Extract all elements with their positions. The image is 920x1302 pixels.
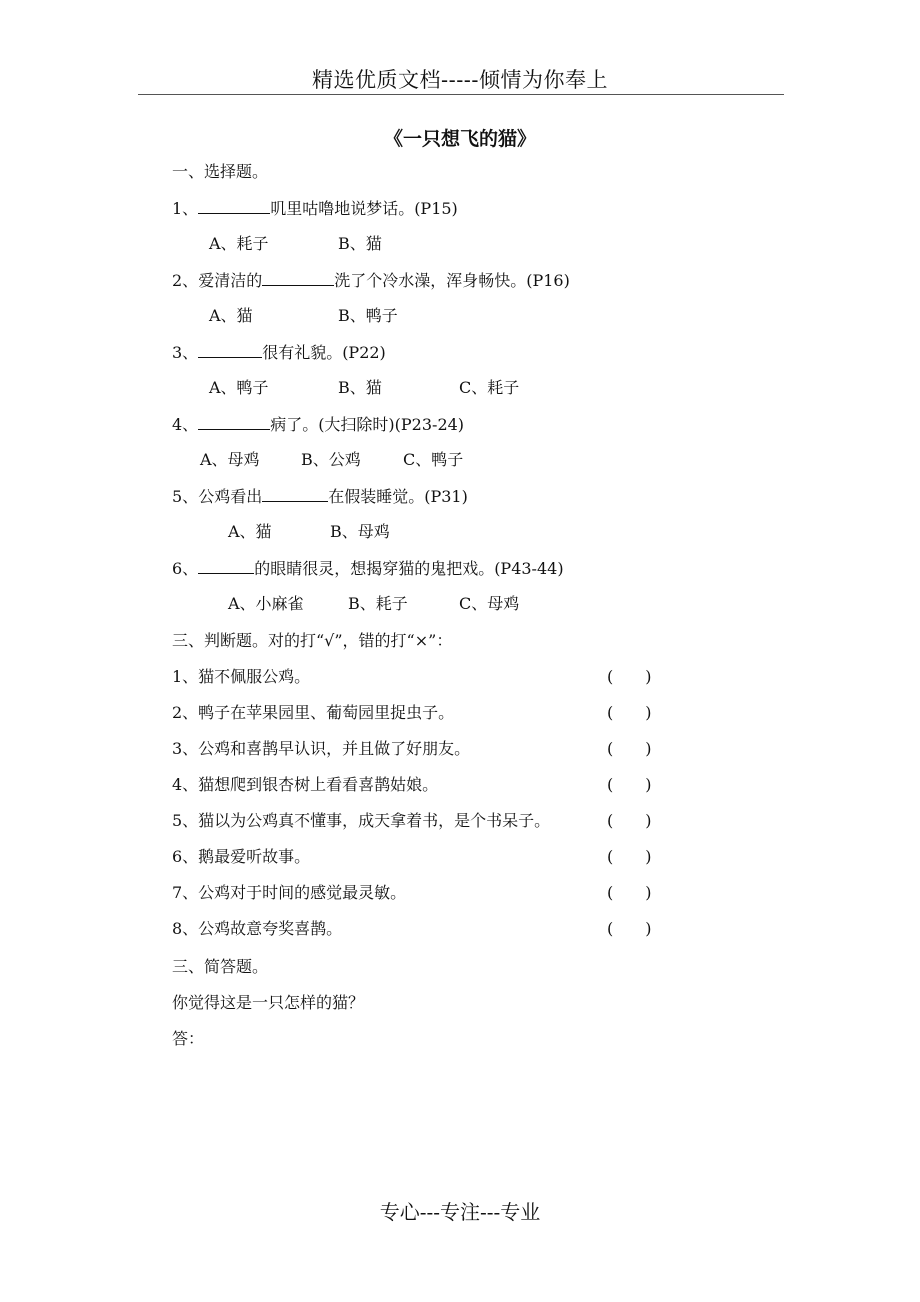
- statement-1: 1、猫不佩服公鸡。: [172, 667, 311, 686]
- answer-paren[interactable]: ( ): [607, 739, 652, 758]
- section-heading-true-false: 三、判断题。对的打“√”，错的打“×”：: [172, 631, 453, 650]
- question-text-after: 在假装睡觉。(P31): [328, 487, 468, 506]
- answer-paren[interactable]: ( ): [607, 919, 652, 938]
- question-5: [172, 485, 468, 508]
- question-number: 6、: [172, 559, 199, 578]
- document-title: 《一只想飞的猫》: [383, 128, 536, 150]
- answer-label: 答：: [172, 1029, 205, 1048]
- question-2: [172, 269, 570, 292]
- answer-paren[interactable]: ( ): [607, 883, 652, 902]
- fill-blank[interactable]: [198, 557, 254, 574]
- question-6: [172, 557, 564, 580]
- answer-paren[interactable]: ( ): [607, 847, 652, 866]
- statement-8: 8、公鸡故意夸奖喜鹊。: [172, 919, 343, 938]
- question-text-before: 爱清洁的: [198, 271, 263, 290]
- option-a[interactable]: A、小麻雀: [228, 594, 304, 613]
- question-text-after: 病了。(大扫除时)(P23-24): [270, 415, 465, 434]
- option-b[interactable]: B、鸭子: [338, 306, 398, 325]
- statement-6: 6、鹅最爱听故事。: [172, 847, 311, 866]
- question-text-after: 洗了个冷水澡，浑身畅快。(P16): [334, 271, 570, 290]
- section-heading-short-answer: 三、简答题。: [172, 957, 269, 976]
- answer-paren[interactable]: ( ): [607, 811, 652, 830]
- question-text-after: 叽里咕噜地说梦话。(P15): [270, 199, 458, 218]
- option-a[interactable]: A、母鸡: [200, 450, 260, 469]
- question-number: 3、: [172, 343, 199, 362]
- question-4: [172, 413, 464, 436]
- fill-blank[interactable]: [198, 341, 262, 358]
- question-number: 2、: [172, 271, 199, 290]
- statement-7: 7、公鸡对于时间的感觉最灵敏。: [172, 883, 407, 902]
- question-number: 4、: [172, 415, 199, 434]
- option-c[interactable]: C、母鸡: [459, 594, 520, 613]
- header-rule: [138, 94, 784, 95]
- question-number: 1、: [172, 199, 199, 218]
- option-c[interactable]: C、耗子: [459, 378, 520, 397]
- statement-2: 2、鸭子在苹果园里、葡萄园里捉虫子。: [172, 703, 455, 722]
- option-a[interactable]: A、耗子: [209, 234, 269, 253]
- question-1: [172, 197, 458, 220]
- option-b[interactable]: B、猫: [338, 234, 382, 253]
- answer-paren[interactable]: ( ): [607, 703, 652, 722]
- answer-paren[interactable]: ( ): [607, 667, 652, 686]
- option-c[interactable]: C、鸭子: [403, 450, 464, 469]
- option-a[interactable]: A、猫: [209, 306, 253, 325]
- option-b[interactable]: B、猫: [338, 378, 382, 397]
- page-header: 精选优质文档-----倾情为你奉上: [312, 68, 608, 92]
- question-text-before: 公鸡看出: [198, 487, 263, 506]
- question-text-after: 很有礼貌。(P22): [262, 343, 386, 362]
- fill-blank[interactable]: [198, 413, 270, 430]
- question-text-after: 的眼睛很灵，想揭穿猫的鬼把戏。(P43-44): [254, 559, 564, 578]
- fill-blank[interactable]: [198, 197, 270, 214]
- option-a[interactable]: A、猫: [228, 522, 272, 541]
- statement-5: 5、猫以为公鸡真不懂事，成天拿着书，是个书呆子。: [172, 811, 551, 830]
- page-footer: 专心---专注---专业: [379, 1200, 541, 1224]
- option-b[interactable]: B、母鸡: [330, 522, 390, 541]
- fill-blank[interactable]: [262, 269, 334, 286]
- option-b[interactable]: B、耗子: [348, 594, 408, 613]
- question-3: [172, 341, 386, 364]
- fill-blank[interactable]: [262, 485, 328, 502]
- option-a[interactable]: A、鸭子: [209, 378, 269, 397]
- short-answer-question: 你觉得这是一只怎样的猫？: [172, 993, 365, 1012]
- statement-4: 4、猫想爬到银杏树上看看喜鹊姑娘。: [172, 775, 439, 794]
- option-b[interactable]: B、公鸡: [301, 450, 361, 469]
- question-number: 5、: [172, 487, 199, 506]
- answer-paren[interactable]: ( ): [607, 775, 652, 794]
- statement-3: 3、公鸡和喜鹊早认识，并且做了好朋友。: [172, 739, 471, 758]
- section-heading-choice: 一、选择题。: [172, 162, 269, 181]
